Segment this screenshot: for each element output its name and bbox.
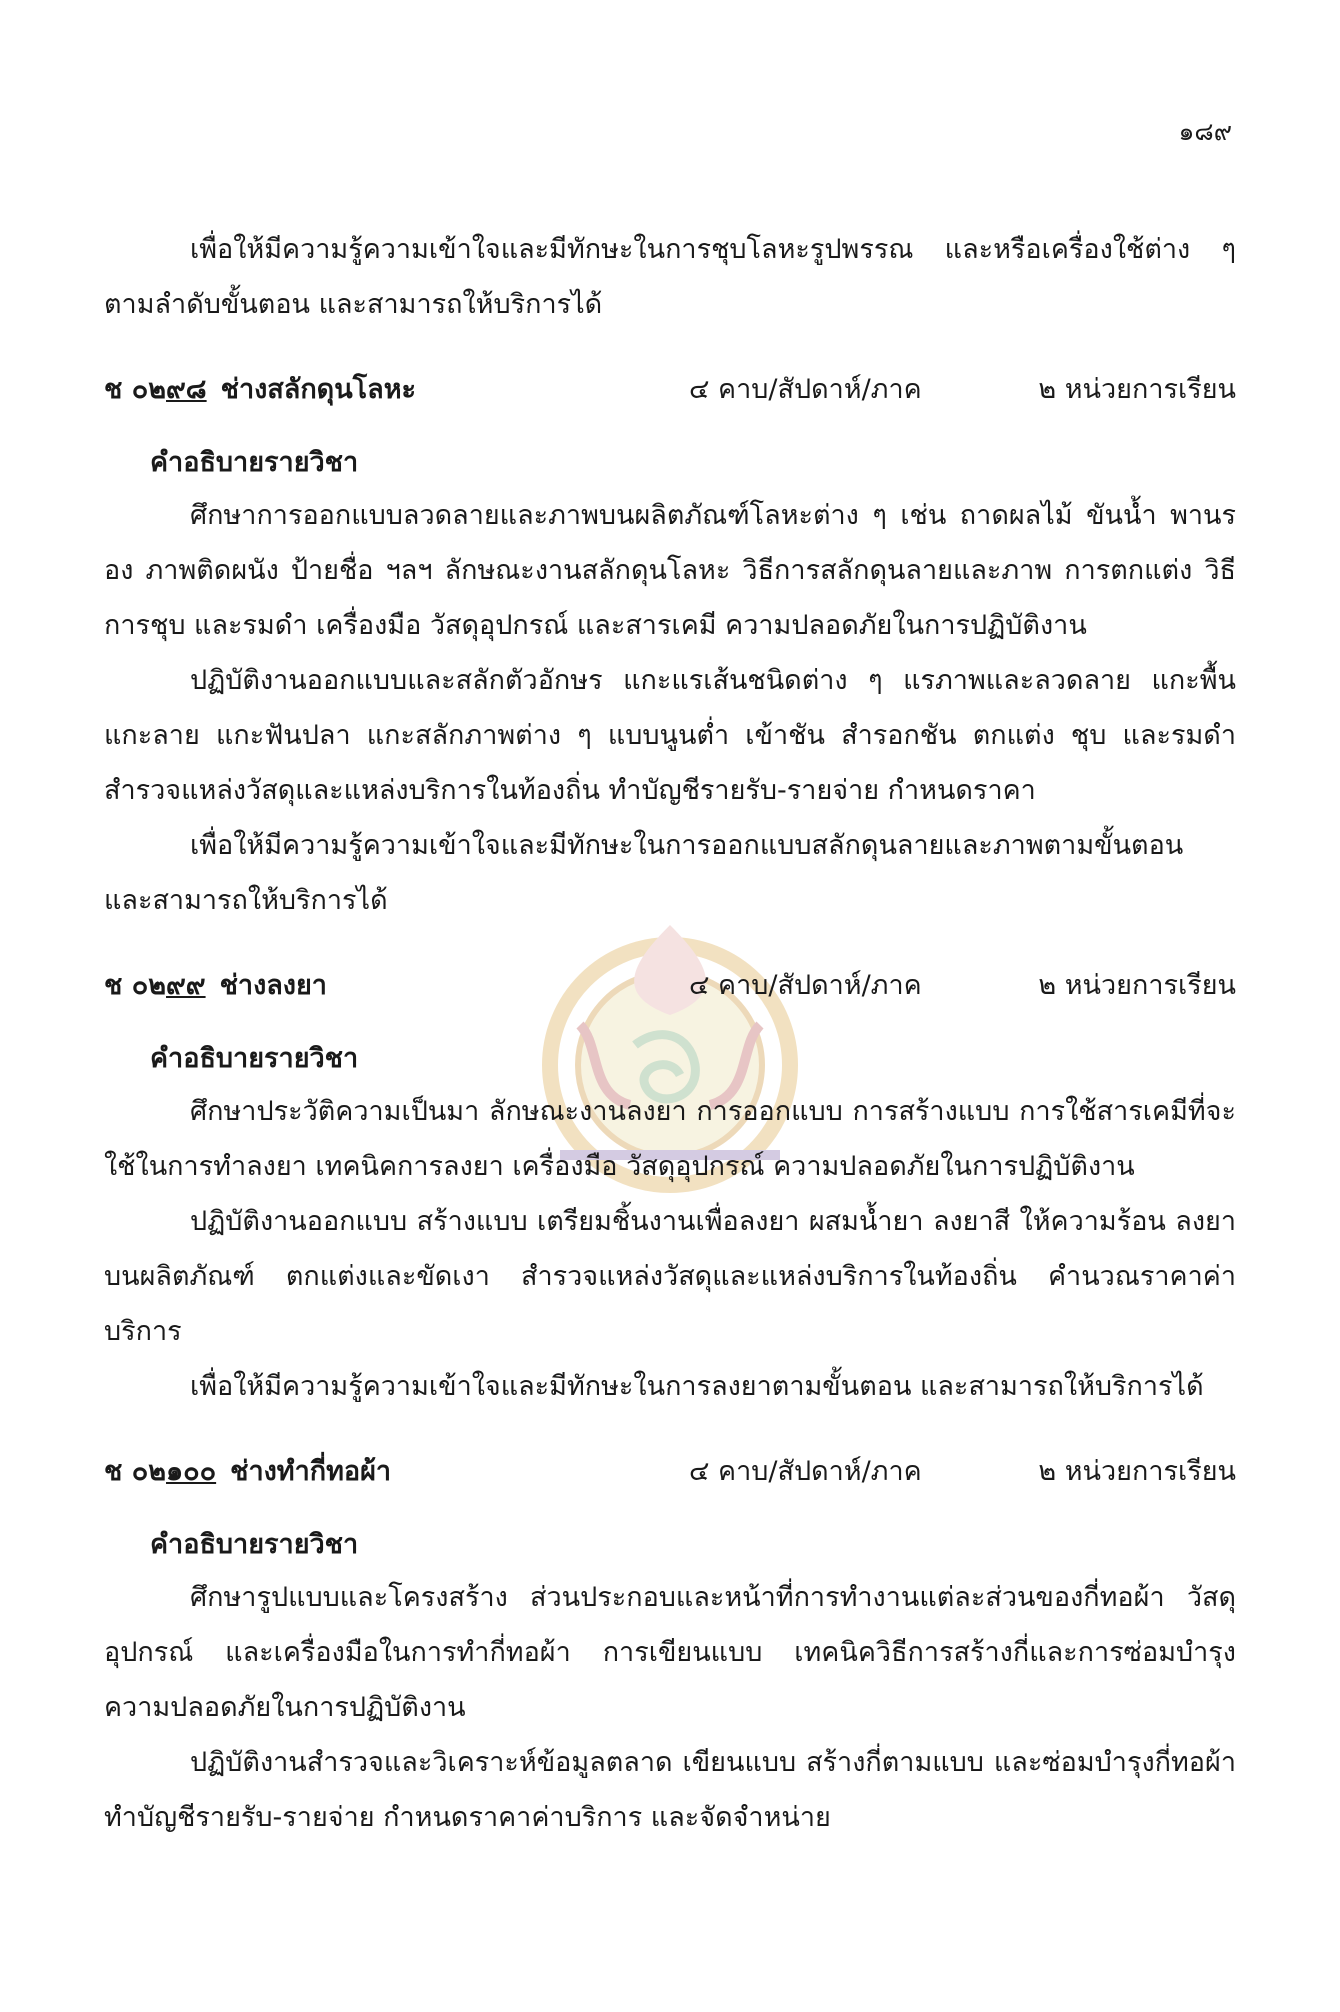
- course-paragraph: ปฏิบัติงานออกแบบ สร้างแบบ เตรียมชิ้นงานเพื่อลงยา ผสมน้ำยา ลงยาสี ให้ความร้อน ลงยาบนผลิตภัณฑ์ ตกแต่งและขัดเงา สำรวจแหล่งวัสดุและแหล่งบริการในท้องถิ่น คำนวณราคาค่าบริการ: [104, 1206, 1236, 1347]
- section-heading: คำอธิบายรายวิชา: [150, 447, 359, 478]
- course-block: [104, 1442, 1236, 1845]
- course-credits: ๒ หน่วยการเรียน: [1038, 374, 1236, 405]
- course-hours: ๔ คาบ/สัปดาห์/ภาค: [689, 374, 922, 405]
- course-name: ช่างสลักดุนโลหะ: [220, 374, 417, 405]
- course-block: [104, 956, 1236, 1414]
- course-paragraph: ศึกษารูปแบบและโครงสร้าง ส่วนประกอบและหน้าที่การทำงานแต่ละส่วนของกี่ทอผ้า วัสดุอุปกรณ์ และเครื่องมือในการทำกี่ทอผ้า การเขียนแบบ เทคนิควิธีการสร้างกี่และการซ่อมบำรุง ความปลอดภัยในการปฏิบัติงาน: [104, 1582, 1236, 1723]
- section-heading: คำอธิบายรายวิชา: [150, 1043, 359, 1074]
- section-heading: คำอธิบายรายวิชา: [150, 1529, 359, 1560]
- course-paragraph: เพื่อให้มีความรู้ความเข้าใจและมีทักษะในการออกแบบสลักดุนลายและภาพตามขั้นตอน และสามารถให้บริการได้: [104, 830, 1184, 916]
- course-name: ช่างทำกี่ทอผ้า: [230, 1456, 392, 1487]
- course-header: [104, 956, 1236, 1016]
- course-code: ช ๐๒๙๘: [104, 374, 207, 405]
- course-name: ช่างลงยา: [219, 970, 327, 1001]
- course-paragraph: ศึกษาการออกแบบลวดลายและภาพบนผลิตภัณฑ์โลหะต่าง ๆ เช่น ถาดผลไม้ ขันน้ำ พานรอง ภาพติดผนัง ป้ายชื่อ ฯลฯ ลักษณะงานสลักดุนโลหะ วิธีการสลักดุนลายและภาพ การตกแต่ง วิธีการชุบ และรมดำ เครื่องมือ วัสดุอุปกรณ์ และสารเคมี ความปลอดภัยในการปฏิบัติงาน: [104, 500, 1236, 641]
- course-credits: ๒ หน่วยการเรียน: [1038, 970, 1236, 1001]
- course-code: ช ๐๒๙๙: [104, 970, 206, 1001]
- course-hours: ๔ คาบ/สัปดาห์/ภาค: [689, 970, 922, 1001]
- course-paragraph: ปฏิบัติงานสำรวจและวิเคราะห์ข้อมูลตลาด เขียนแบบ สร้างกี่ตามแบบ และซ่อมบำรุงกี่ทอผ้า ทำบัญชีรายรับ-รายจ่าย กำหนดราคาค่าบริการ และจัดจำหน่าย: [104, 1747, 1236, 1833]
- course-credits: ๒ หน่วยการเรียน: [1038, 1456, 1236, 1487]
- course-paragraph: เพื่อให้มีความรู้ความเข้าใจและมีทักษะในการลงยาตามขั้นตอน และสามารถให้บริการได้: [190, 1371, 1204, 1402]
- document-body: [104, 222, 1236, 1845]
- page-number: ๑๘๙: [1178, 117, 1232, 146]
- course-header: [104, 1442, 1236, 1502]
- course-code: ช ๐๒๑๐๐: [104, 1456, 217, 1487]
- intro-paragraph: เพื่อให้มีความรู้ความเข้าใจและมีทักษะในการชุบโลหะรูปพรรณ และหรือเครื่องใช้ต่าง ๆ ตามลำดับขั้นตอน และสามารถให้บริการได้: [104, 234, 1236, 320]
- course-paragraph: ปฏิบัติงานออกแบบและสลักตัวอักษร แกะแรเส้นชนิดต่าง ๆ แรภาพและลวดลาย แกะพื้น แกะลาย แกะฟันปลา แกะสลักภาพต่าง ๆ แบบนูนต่ำ เข้าชัน สำรอกชัน ตกแต่ง ชุบ และรมดำ สำรวจแหล่งวัสดุและแหล่งบริการในท้องถิ่น ทำบัญชีรายรับ-รายจ่าย กำหนดราคา: [104, 665, 1236, 806]
- course-paragraph: ศึกษาประวัติความเป็นมา ลักษณะงานลงยา การออกแบบ การสร้างแบบ การใช้สารเคมีที่จะใช้ในการทำลงยา เทคนิคการลงยา เครื่องมือ วัสดุอุปกรณ์ ความปลอดภัยในการปฏิบัติงาน: [104, 1096, 1236, 1182]
- course-header: [104, 360, 1236, 420]
- course-block: [104, 360, 1236, 928]
- course-hours: ๔ คาบ/สัปดาห์/ภาค: [689, 1456, 922, 1487]
